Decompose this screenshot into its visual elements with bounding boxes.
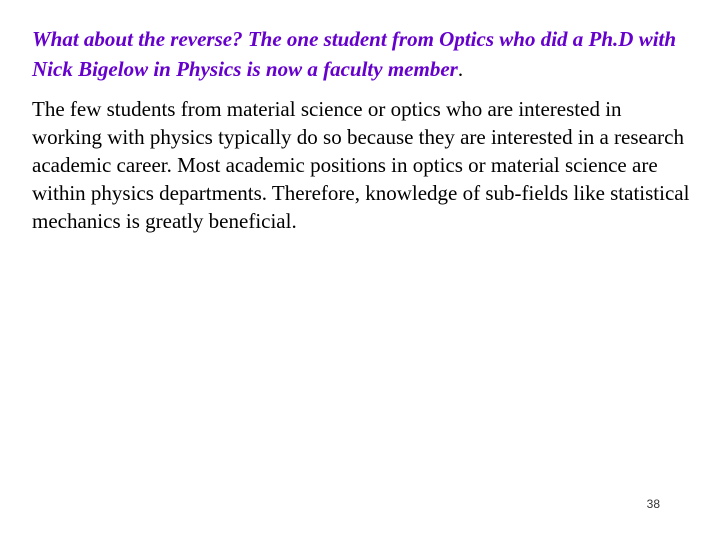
slide-heading-period: . bbox=[457, 57, 464, 81]
slide-heading bbox=[32, 24, 692, 84]
slide-heading-text: What about the reverse? The one student from Optics who did a Ph.D with Nick Bigelow in Physics is now a faculty member bbox=[32, 27, 677, 81]
slide-number: 38 bbox=[646, 497, 660, 511]
slide-body-text: The few students from material science or optics who are interested in working with physics typically do so because they are interested in a research academic career. Most academic positions in optics or material science are within physics departments. Therefore, knowledge of sub-fields like statistical mechanics is greatly beneficial. bbox=[32, 97, 690, 233]
